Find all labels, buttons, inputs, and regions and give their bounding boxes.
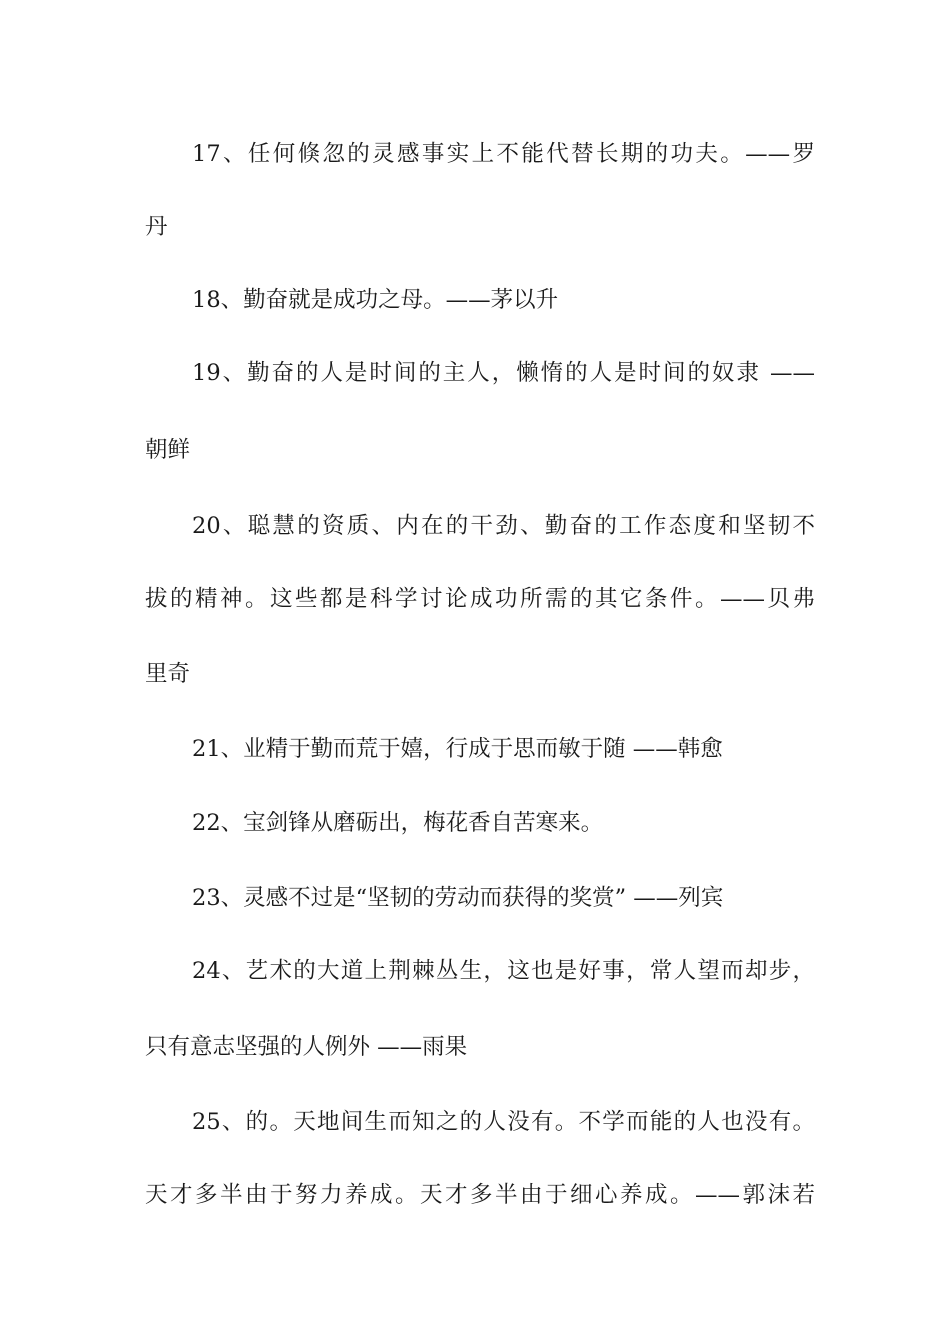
- quote-24-line-1: 24、艺术的大道上荆棘丛生，这也是好事，常人望而却步，: [192, 958, 815, 984]
- quote-24-line-2: 只有意志坚强的人例外 ——雨果: [145, 1034, 468, 1060]
- quote-17-line-2: 丹: [145, 214, 168, 240]
- quote-25-line-2: 天才多半由于努力养成。天才多半由于细心养成。——郭沫若: [145, 1182, 815, 1208]
- quote-20-line-2: 拔的精神。这些都是科学讨论成功所需的其它条件。——贝弗: [145, 586, 815, 612]
- quote-22: 22、宝剑锋从磨砺出，梅花香自苦寒来。: [192, 810, 604, 836]
- quote-20-line-3: 里奇: [145, 661, 191, 687]
- quote-20-line-1: 20、聪慧的资质、内在的干劲、勤奋的工作态度和坚韧不: [192, 513, 815, 539]
- quote-19-line-1: 19、勤奋的人是时间的主人，懒惰的人是时间的奴隶 ——: [192, 360, 815, 386]
- quote-23: 23、灵感不过是“坚韧的劳动而获得的奖赏” ——列宾: [192, 885, 724, 911]
- quote-21: 21、业精于勤而荒于嬉，行成于思而敏于随 ——韩愈: [192, 736, 723, 762]
- quote-25-line-1: 25、的。天地间生而知之的人没有。不学而能的人也没有。: [192, 1109, 815, 1135]
- quote-18: 18、勤奋就是成功之母。——茅以升: [192, 287, 559, 313]
- quote-19-line-2: 朝鲜: [145, 437, 191, 463]
- quote-17-line-1: 17、任何倏忽的灵感事实上不能代替长期的功夫。——罗: [192, 141, 815, 167]
